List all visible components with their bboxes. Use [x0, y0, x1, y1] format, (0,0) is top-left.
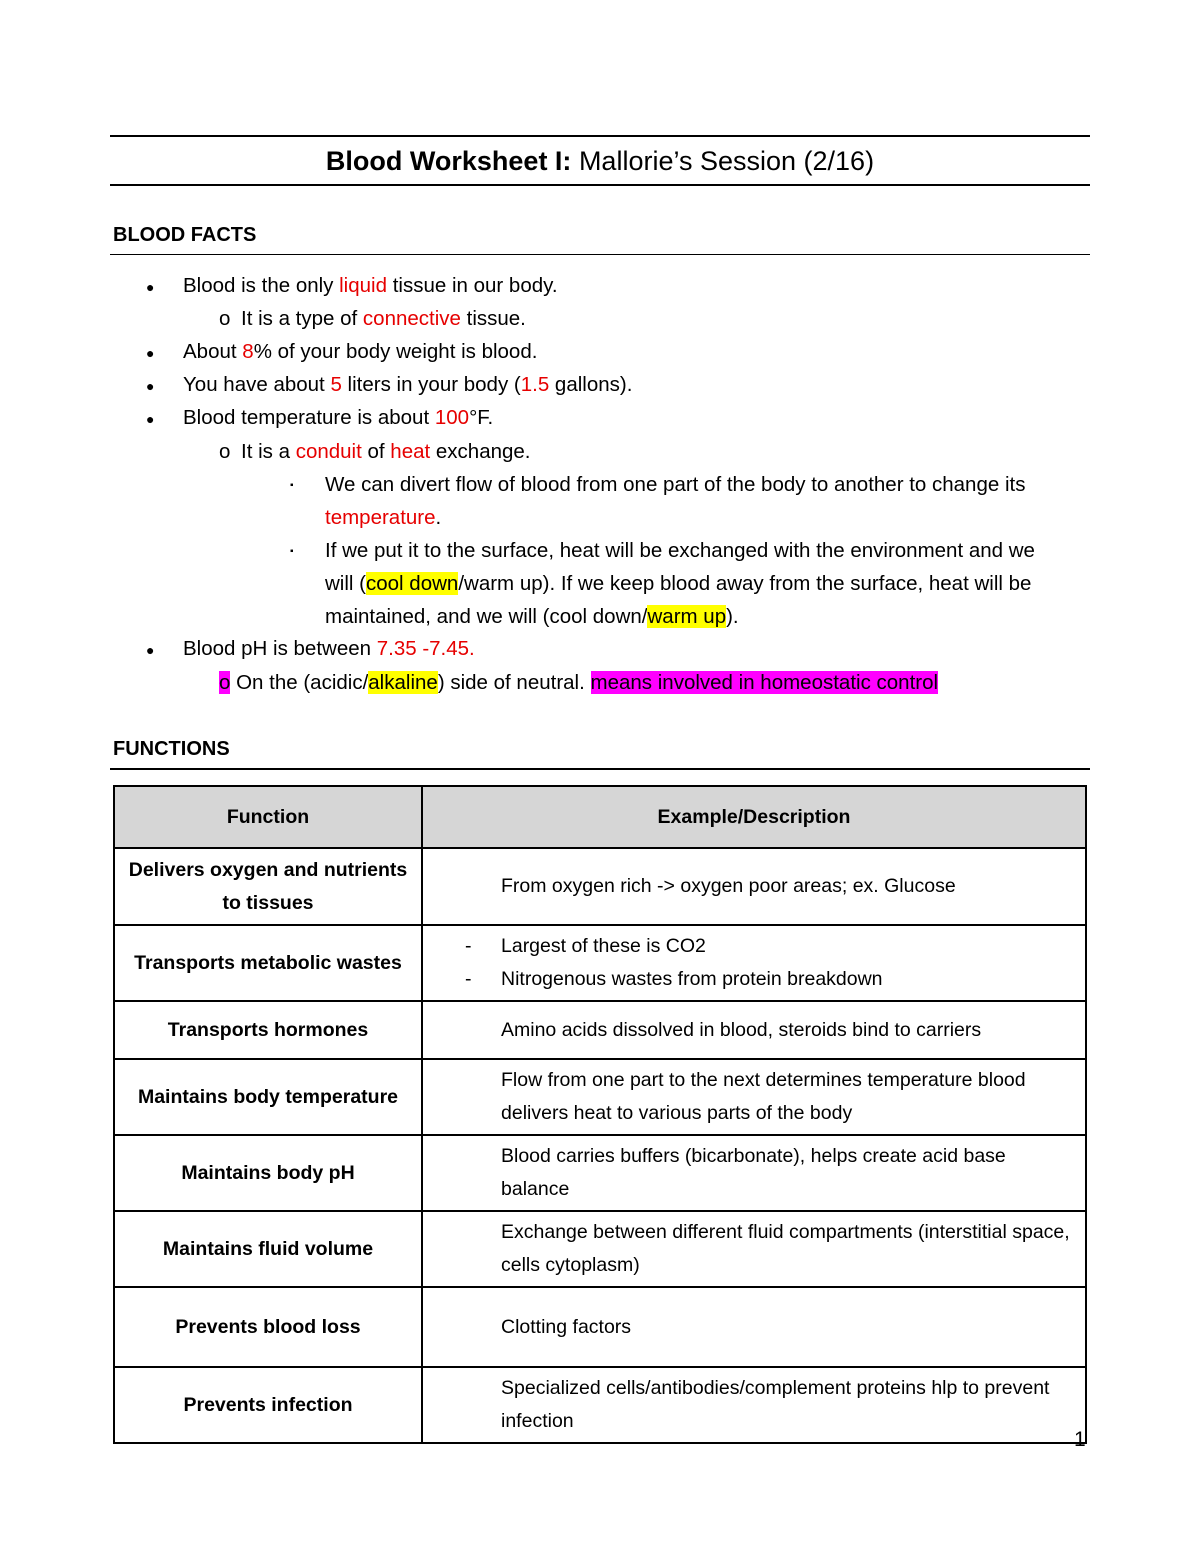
- sub-bullet-icon: o: [219, 440, 231, 463]
- list-item: - Largest of these is CO2: [465, 930, 1075, 963]
- fact-surface-exchange: If we put it to the surface, heat will be exchanged with the environment and we: [325, 539, 1035, 562]
- function-description: Flow from one part to the next determines temperature blood delivers heat to various parts of the body: [422, 1059, 1086, 1135]
- header-example-description: Example/Description: [422, 786, 1086, 848]
- function-description: Exchange between different fluid compartments (interstitial space, cells cytoplasm): [422, 1211, 1086, 1287]
- function-description: From oxygen rich -> oxygen poor areas; ex. Glucose: [422, 848, 1086, 925]
- function-name: Delivers oxygen and nutrients to tissues: [114, 848, 422, 925]
- bullet-dot-icon: ●: [146, 378, 155, 394]
- table-row: [114, 848, 1086, 925]
- page-title: Blood Worksheet I: Mallorie’s Session (2/16): [325, 146, 875, 176]
- title-top-rule: [110, 135, 1090, 137]
- functions-table: [113, 785, 1087, 1444]
- function-description: [422, 925, 1086, 1001]
- function-name: Transports metabolic wastes: [114, 925, 422, 1001]
- section-rule-functions: [110, 768, 1090, 770]
- table-row: [114, 925, 1086, 1001]
- square-bullet-icon: ▪: [290, 480, 294, 491]
- function-name: Transports hormones: [114, 1001, 422, 1059]
- fact-connective-tissue: It is a type of connective tissue.: [241, 307, 526, 330]
- fact-divert-flow: We can divert flow of blood from one part of the body to another to change its: [325, 473, 1026, 496]
- function-description: Clotting factors: [422, 1287, 1086, 1367]
- fact-blood-temperature: Blood temperature is about 100°F.: [183, 406, 494, 429]
- bullet-dot-icon: ●: [146, 345, 155, 361]
- list-item: - Nitrogenous wastes from protein breakdown: [465, 963, 1075, 996]
- square-bullet-icon: ▪: [290, 546, 294, 557]
- table-row: [114, 1001, 1086, 1059]
- title-bottom-rule: [110, 184, 1090, 186]
- function-name: Prevents infection: [114, 1367, 422, 1443]
- fact-surface-exchange-cont: will (cool down/warm up). If we keep blood away from the surface, heat will be: [325, 572, 1032, 595]
- page-number: 1: [1074, 1428, 1086, 1451]
- function-name: Maintains fluid volume: [114, 1211, 422, 1287]
- section-heading-functions: FUNCTIONS: [113, 738, 230, 760]
- header-function: Function: [114, 786, 422, 848]
- fact-liquid-tissue: Blood is the only liquid tissue in our body.: [183, 274, 558, 297]
- function-name: Maintains body pH: [114, 1135, 422, 1211]
- function-description: Blood carries buffers (bicarbonate), helps create acid base balance: [422, 1135, 1086, 1211]
- fact-surface-exchange-end: maintained, and we will (cool down/warm up).: [325, 605, 739, 628]
- fact-body-weight: About 8% of your body weight is blood.: [183, 340, 538, 363]
- fact-blood-ph: Blood pH is between 7.35 -7.45.: [183, 637, 475, 660]
- section-heading-blood-facts: BLOOD FACTS: [113, 224, 257, 246]
- table-row: [114, 1059, 1086, 1135]
- sub-bullet-icon: o: [219, 671, 231, 694]
- fact-blood-volume: You have about 5 liters in your body (1.5 gallons).: [183, 373, 633, 396]
- fact-heat-conduit: It is a conduit of heat exchange.: [241, 440, 531, 463]
- table-row: [114, 1367, 1086, 1443]
- function-description: Amino acids dissolved in blood, steroids bind to carriers: [422, 1001, 1086, 1059]
- fact-divert-flow-cont: temperature.: [325, 506, 442, 529]
- table-row: [114, 1211, 1086, 1287]
- section-rule-facts: [110, 254, 1090, 255]
- sub-bullet-icon: o: [219, 307, 231, 330]
- fact-alkaline-side: o On the (acidic/alkaline) side of neutral. means involved in homeostatic control: [219, 671, 939, 694]
- bullet-dot-icon: ●: [146, 279, 155, 295]
- table-row: [114, 1135, 1086, 1211]
- table-header-row: [114, 786, 1086, 848]
- function-name: Maintains body temperature: [114, 1059, 422, 1135]
- function-description: Specialized cells/antibodies/complement proteins hlp to prevent infection: [422, 1367, 1086, 1443]
- table-row: [114, 1287, 1086, 1367]
- bullet-dot-icon: ●: [146, 642, 155, 658]
- bullet-dot-icon: ●: [146, 411, 155, 427]
- function-name: Prevents blood loss: [114, 1287, 422, 1367]
